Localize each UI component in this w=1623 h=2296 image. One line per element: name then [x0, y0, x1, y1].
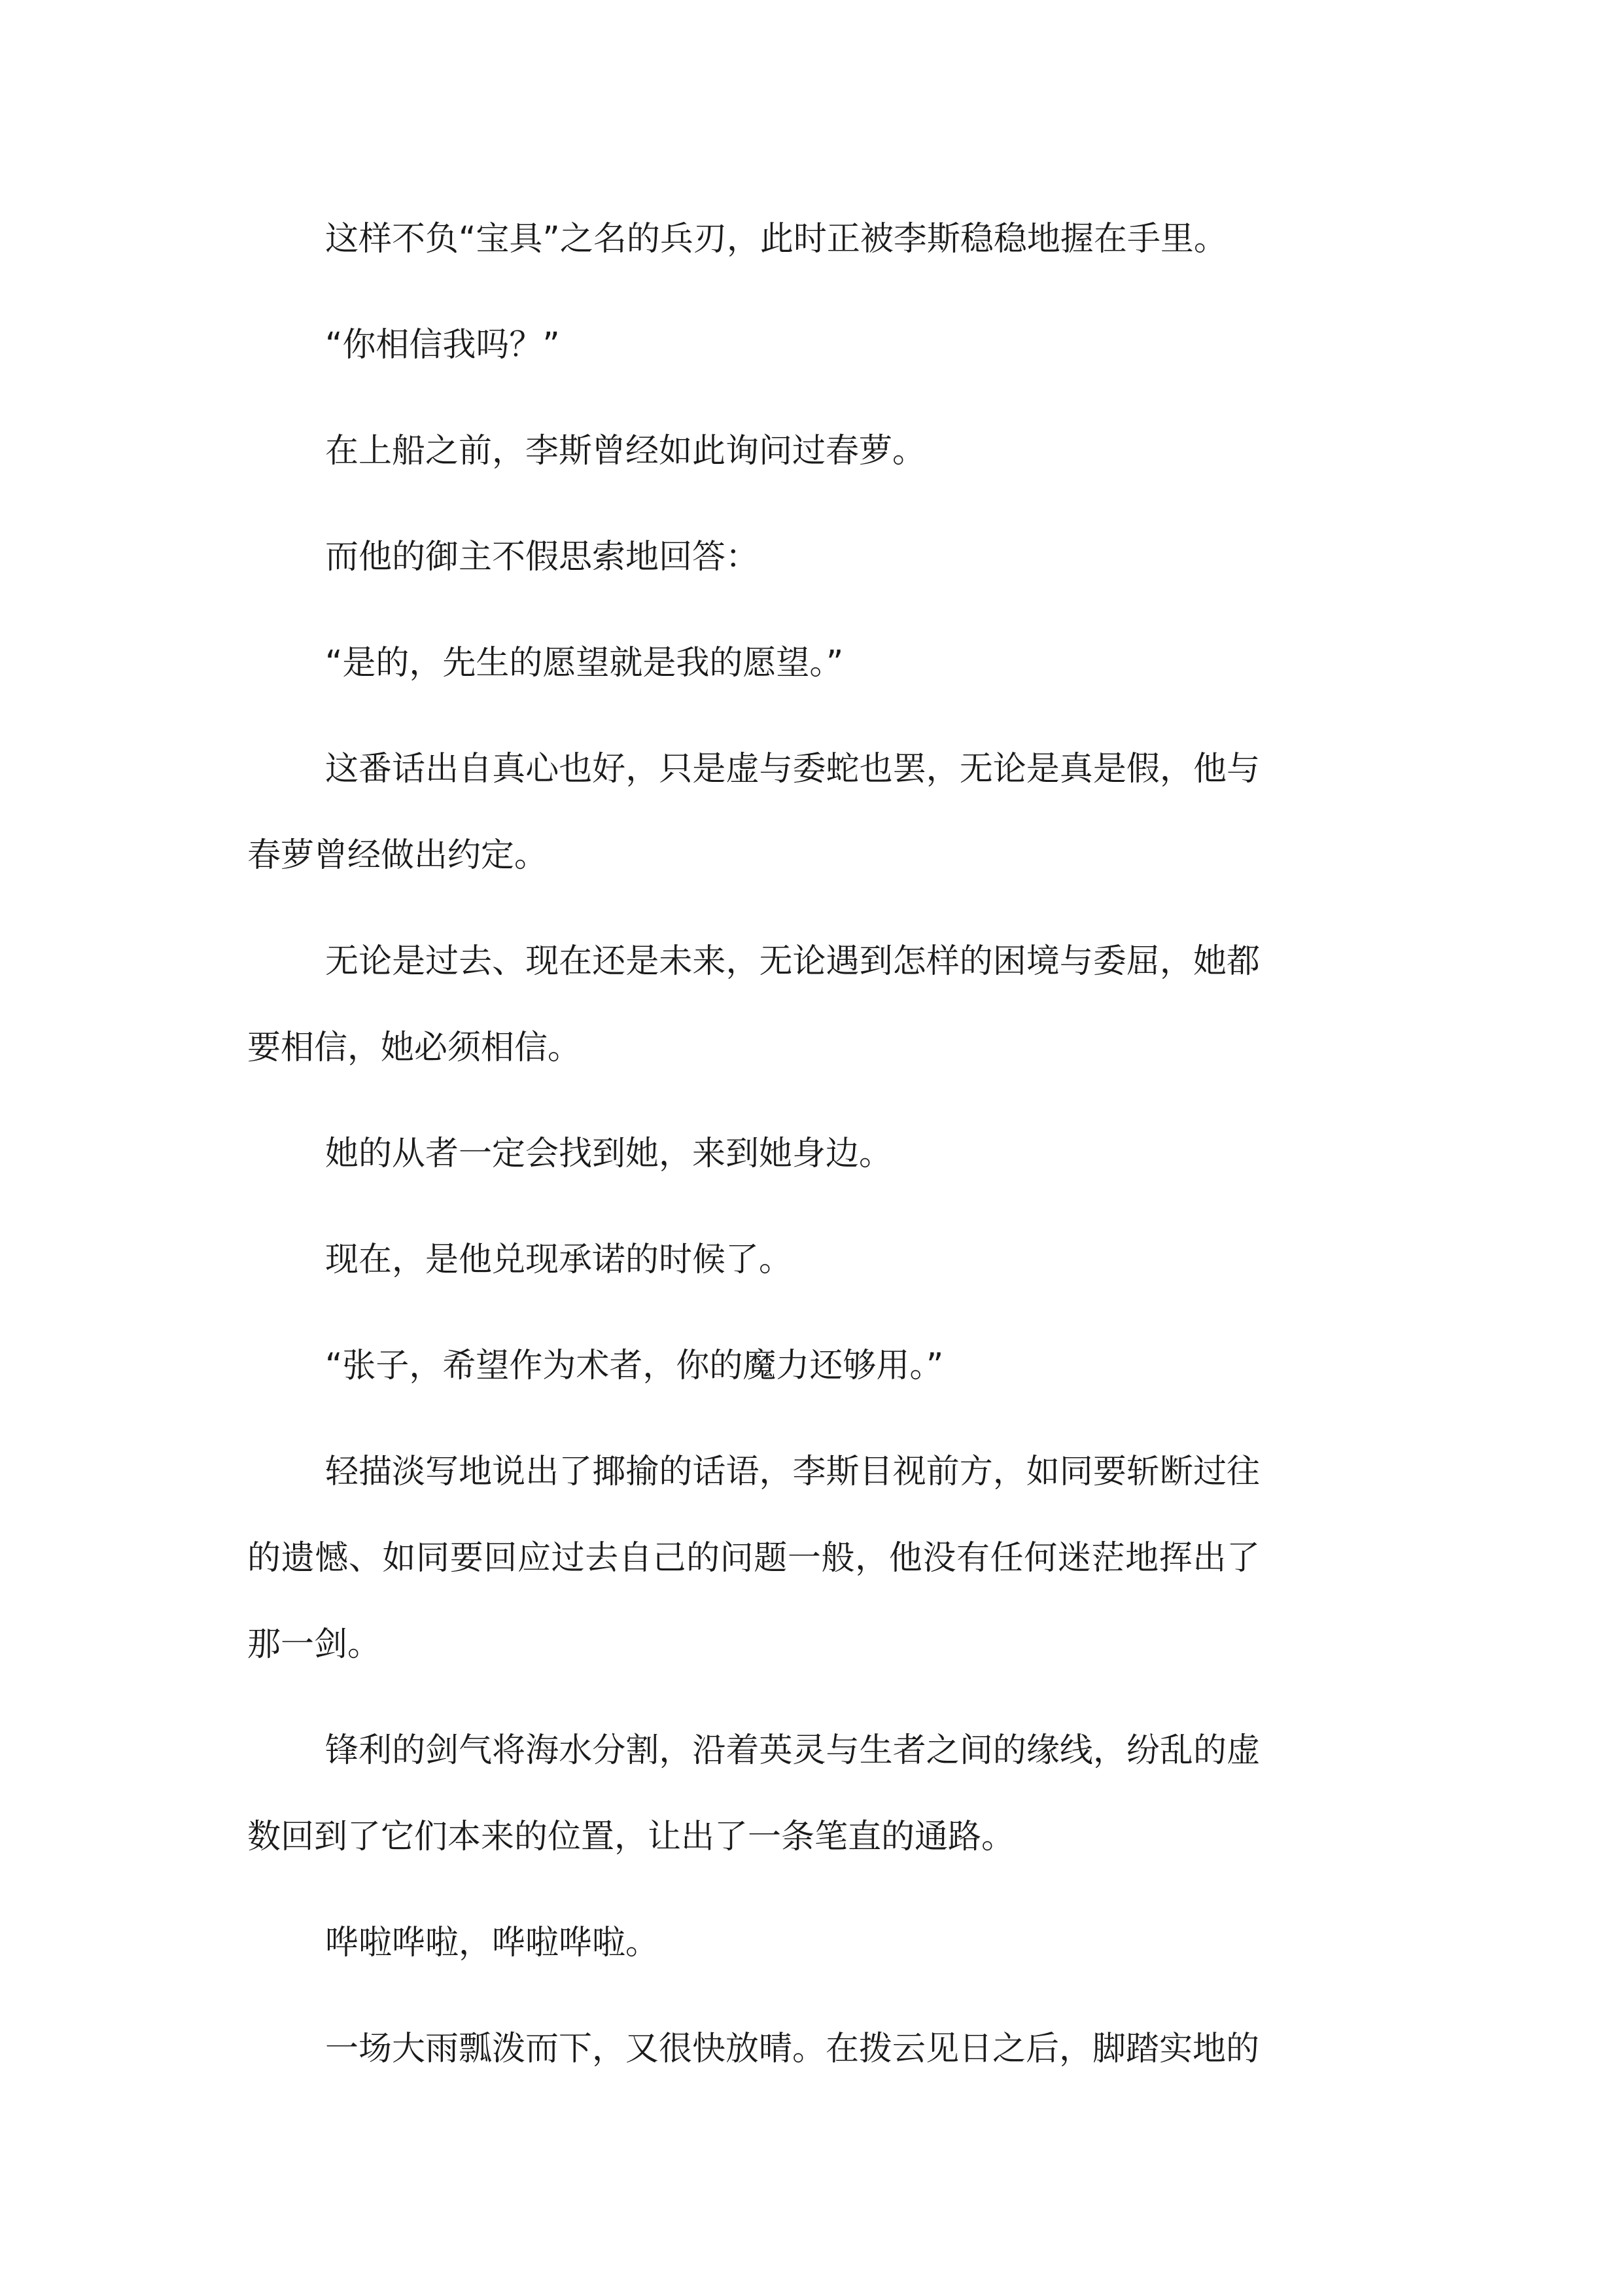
paragraph: 这番话出自真心也好，只是虚与委蛇也罢，无论是真是假，他与春萝曾经做出约定。: [247, 750, 1260, 875]
paragraph: 现在，是他兑现承诺的时候了。: [325, 1241, 793, 1279]
paragraph: 在上船之前，李斯曾经如此询问过春萝。: [325, 432, 926, 470]
paragraph: 她的从者一定会找到她，来到她身边。: [325, 1135, 893, 1173]
paragraph: 无论是过去、现在还是未来，无论遇到怎样的困境与委屈，她都要相信，她必须相信。: [247, 942, 1260, 1067]
paragraph: “是的，先生的愿望就是我的愿望。”: [325, 644, 844, 682]
paragraph: 轻描淡写地说出了揶揄的话语，李斯目视前方，如同要斩断过往的遗憾、如同要回应过去自己的问题一般，他没有任何迷茫地挥出了那一剑。: [247, 1453, 1260, 1664]
paragraph: 而他的御主不假思索地回答：: [325, 538, 759, 576]
paragraph: 一场大雨瓢泼而下，又很快放晴。在拨云见日之后，脚踏实地的: [325, 2030, 1260, 2068]
paragraph: 哗啦哗啦，哗啦哗啦。: [325, 1924, 659, 1962]
paragraph: “你相信我吗？”: [325, 326, 560, 364]
body-text: [247, 196, 1260, 2112]
paragraph: 锋利的剑气将海水分割，沿着英灵与生者之间的缘线，纷乱的虚数回到了它们本来的位置，让出了一条笔直的通路。: [247, 1731, 1260, 1856]
paragraph: “张子，希望作为术者，你的魔力还够用。”: [325, 1347, 944, 1385]
paragraph: 这样不负“宝具”之名的兵刃，此时正被李斯稳稳地握在手里。: [325, 220, 1227, 258]
